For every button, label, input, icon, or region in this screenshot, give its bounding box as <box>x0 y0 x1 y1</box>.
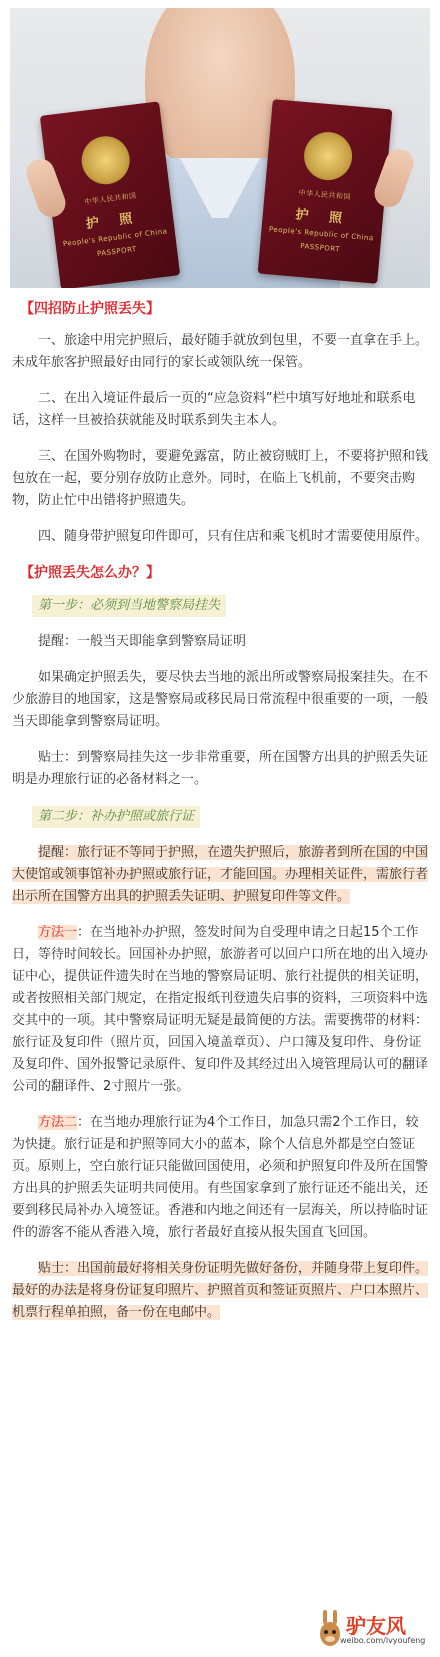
method-2-label: 方法二 <box>38 1115 78 1130</box>
passport-label-en: PASSPORT <box>96 245 138 258</box>
passport-country: 中华人民共和国 <box>298 188 352 202</box>
passport-title: 护 照 <box>85 210 142 233</box>
step-1-reminder: 提醒：一般当天即能拿到警察局证明 <box>38 634 247 649</box>
watermark-logo <box>316 1608 428 1652</box>
prevention-tip-4: 四、随身带护照复印件即可，只有住店和乘飞机时才需要使用原件。 <box>38 529 429 544</box>
prevention-tip-3: 三、在国外购物时，要避免露富，防止被窃贼盯上，不要将护照和钱包放在一起，要分别存放防止意外。同时，在临上飞机前，不要突击购物，防止忙中出错将护照遗失。 <box>12 449 429 508</box>
final-tip <box>12 1258 428 1324</box>
method-2 <box>12 1112 428 1244</box>
passport-right <box>258 99 393 284</box>
method-1-text: ：在当地补办护照，签发时间为自受理申请之日起15个工作日，等待时间较长。回国补办护照，旅游者可以回户口所在地的出入境办证中心，提供证件遗失时在当地的警察局证明、旅行社提供的相关证明，或者按照相关部门规定，在指定报纸刊登遗失启事的资料，三项资料中选交其中的一项。其中警察局证明无疑是最简便的方法。需要携带的材料：旅行证及复印件（照片页，回国入境盖章页）、户口簿及复印件、身份证及复印件、国外报警记录原件、复印件及其经过出入境管理局认可的翻译公司的翻译件、2寸照片一张。 <box>12 925 429 1094</box>
final-tip-text: 贴士：出国前最好将相关身份证明先做好备份，并随身带上复印件。最好的办法是将身份证复印照片、护照首页和签证页照片、户口本照片、机票行程单拍照，备一份在电邮中。 <box>12 1261 429 1320</box>
passport-country-en: People's Republic of China <box>268 225 375 243</box>
national-emblem-icon <box>79 134 132 187</box>
step-1-detail: 如果确定护照丢失，要尽快去当地的派出所或警察局报案挂失。在不少旅游目的地国家，这是警察局或移民局日常流程中很重要的一项，一般当天即能拿到警察局证明。 <box>12 670 429 729</box>
national-emblem-icon <box>302 130 354 182</box>
passport-country: 中华人民共和国 <box>83 191 137 207</box>
logo-name: 驴友风 <box>346 1614 406 1638</box>
passport-title: 护 照 <box>294 207 351 228</box>
section-heading-lost: 【护照丢失怎么办？】 <box>20 565 160 581</box>
step-2-reminder <box>12 842 428 908</box>
logo-url: weibo.com/lvyoufeng <box>340 1636 426 1645</box>
prevention-tip-1: 一、旅途中用完护照后，最好随手就放到包里，不要一直拿在手上。未成年旅客护照最好由同行的家长或领队统一保管。 <box>12 333 429 370</box>
step-2-reminder-text: 提醒：旅行证不等同于护照，在遗失护照后，旅游者到所在国的中国大使馆或领事馆补办护照或旅行证，才能回国。办理相关证件，需旅行者出示所在国警方出具的护照丢失证明、护照复印件等文件。 <box>12 845 429 904</box>
step-1-tip: 贴士：到警察局挂失这一步非常重要，所在国警方出具的护照丢失证明是办理旅行证的必备材料之一。 <box>12 750 429 787</box>
passport-photo <box>10 8 430 288</box>
article-body <box>12 298 428 1338</box>
step-2-label: 第二步：补办护照或旅行证 <box>32 806 200 828</box>
method-2-text: ：在当地办理旅行证为4个工作日，加急只需2个工作日，较为快捷。旅行证是和护照等同大小的蓝本，除个人信息外都是空白签证页。原则上，空白旅行证只能做回国使用，必须和护照复印件及所在国警方出具的护照丢失证明共同使用。有些国家拿到了旅行证还不能出关，还要到移民局补办入境签证。香港和内地之间还有一层海关，所以持临时证件的游客不能从香港入境，旅行者最好直接从报失国直飞回国。 <box>12 1115 429 1240</box>
passport-label-en: PASSPORT <box>299 242 341 254</box>
section-heading-prevention: 【四招防止护照丢失】 <box>20 301 160 317</box>
prevention-tip-2: 二、在出入境证件最后一页的“应急资料”栏中填写好地址和联系电话，这样一旦被拾获就能及时联系到失主本人。 <box>12 391 416 428</box>
method-1 <box>12 922 428 1098</box>
step-1-label: 第一步：必须到当地警察局挂失 <box>32 595 226 617</box>
method-1-label: 方法一 <box>38 925 78 940</box>
passport-country-en: People's Republic of China <box>62 227 168 249</box>
